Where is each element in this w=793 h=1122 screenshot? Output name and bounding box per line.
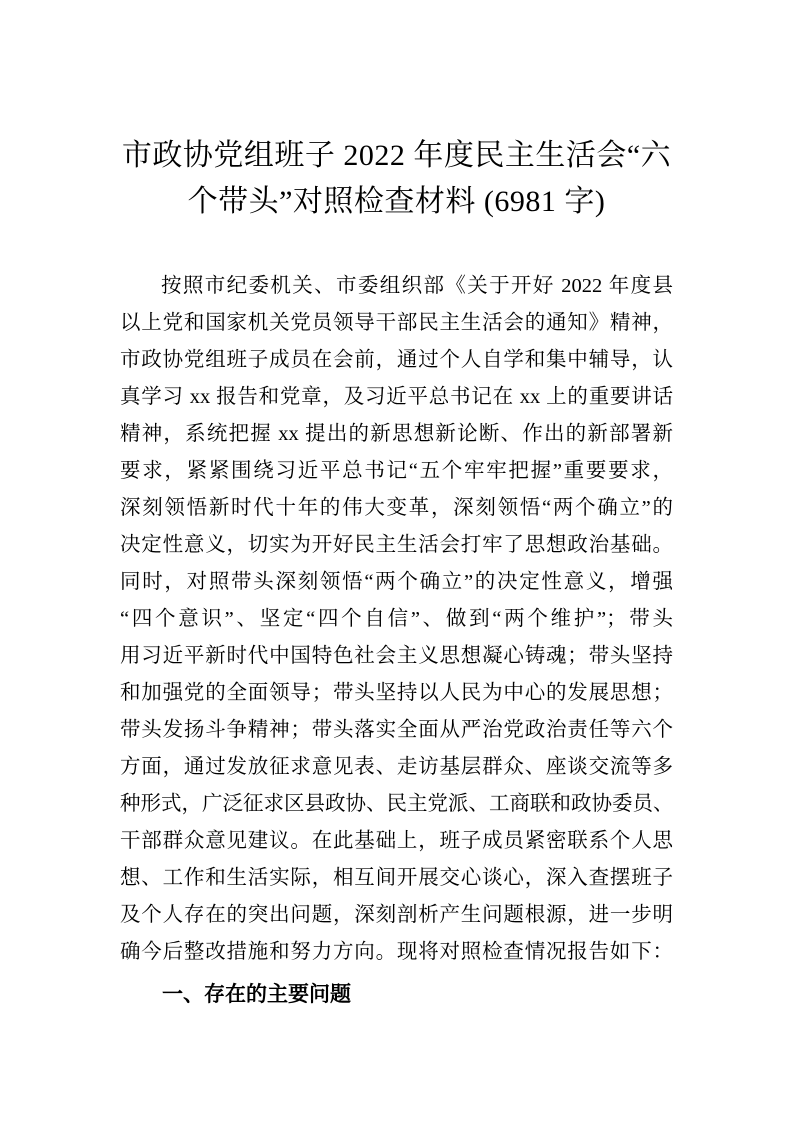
document-text-line: 确今后整改措施和努力方向。现将对照检查情况报告如下： [120,941,673,963]
document-text-line: 想、工作和生活实际，相互间开展交心谈心，深入查摆班子 [120,867,673,889]
document-text-line: 方面，通过发放征求意见表、走访基层群众、座谈交流等多 [120,756,673,778]
document-text-line: 深刻领悟新时代十年的伟大变革，深刻领悟“两个确立”的 [120,497,673,519]
document-title-line-2: 个带头”对照检查材料 (6981 字) [187,185,606,218]
document-title [120,0,673,225]
document-text-line: “四个意识”、坚定“四个自信”、做到“两个维护”；带头 [120,608,673,630]
section-heading: 一、存在的主要问题 [162,983,351,1006]
document-text-line: 按照市纪委机关、市委组织部《关于开好 2022 年度县 [161,275,673,297]
document-text-line: 决定性意义，切实为开好民主生活会打牢了思想政治基础。 [120,534,673,556]
document-text-line: 要求，紧紧围绕习近平总书记“五个牢牢把握”重要要求， [120,460,673,482]
document-text-line: 干部群众意见建议。在此基础上，班子成员紧密联系个人思 [120,830,673,852]
document-text-line: 用习近平新时代中国特色社会主义思想凝心铸魂；带头坚持 [120,645,673,667]
document-text-line: 及个人存在的突出问题，深刻剖析产生问题根源，进一步明 [120,904,673,926]
document-title-line-1: 市政协党组班子 2022 年度民主生活会“六 [121,139,672,172]
document-text-line: 市政协党组班子成员在会前，通过个人自学和集中辅导，认 [120,349,673,371]
document-text-line: 带头发扬斗争精神；带头落实全面从严治党政治责任等六个 [120,719,673,741]
document-body-paragraph [120,268,673,971]
document-text-line: 种形式，广泛征求区县政协、民主党派、工商联和政协委员、 [120,793,674,815]
document-text-line: 精神，系统把握 xx 提出的新思想新论断、作出的新部署新 [120,423,673,445]
document-text-line: 真学习 xx 报告和党章，及习近平总书记在 xx 上的重要讲话 [120,386,673,408]
document-text-line: 以上党和国家机关党员领导干部民主生活会的通知》精神， [120,312,673,334]
document-text-line: 同时，对照带头深刻领悟“两个确立”的决定性意义，增强 [120,571,673,593]
document-text-line: 和加强党的全面领导；带头坚持以人民为中心的发展思想； [120,682,673,704]
